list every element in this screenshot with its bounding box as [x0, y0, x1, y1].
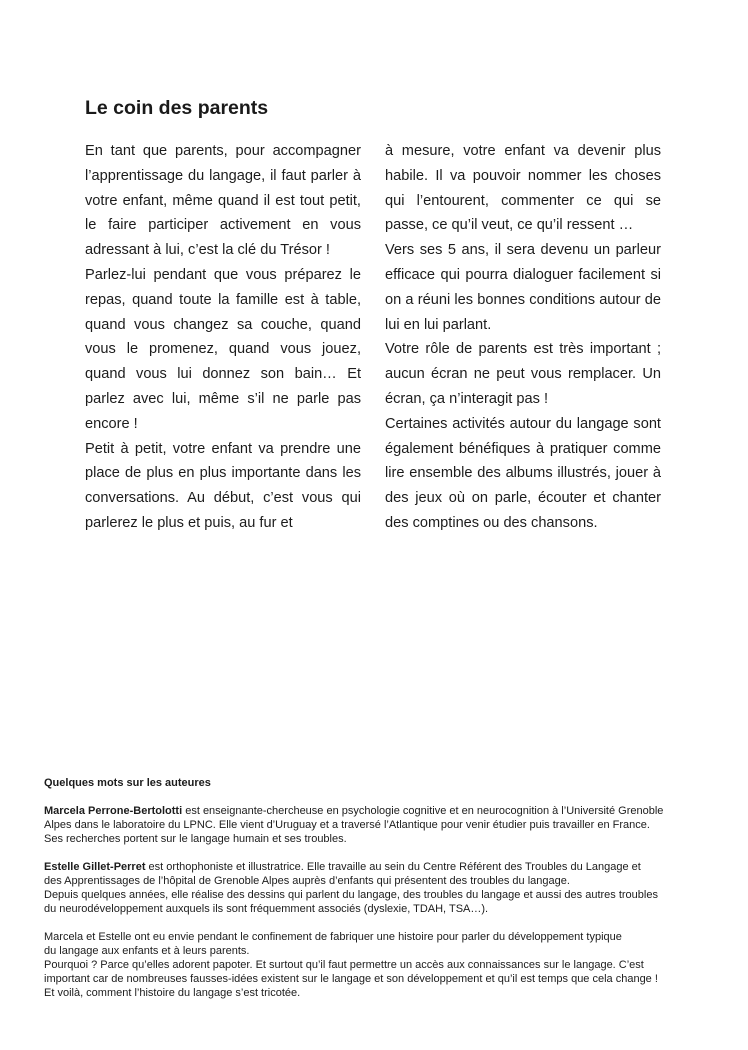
- paragraph-continuation: à mesure, votre enfant va devenir plus habile. Il va pouvoir nommer les choses qui l’entourent, commenter ce qui se passe, ce qu’il veut, ce qu’il ressent …: [385, 143, 661, 234]
- paragraph-conversations: Petit à petit, votre enfant va prendre une place de plus en plus importante dans les conversations. Au début, c’est vous qui parlerez le plus et puis, au fur et: [85, 440, 361, 531]
- closing-text: Et voilà, comment l’histoire du langage s’est tricotée.: [44, 987, 301, 999]
- closing-text: Pourquoi ? Parce qu’elles adorent papoter. Et surtout qu’il faut permettre un accès aux connaissances sur le langage. C’est: [44, 959, 644, 971]
- paragraph-five-years: Vers ses 5 ans, il sera devenu un parleur efficace qui pourra dialoguer facilement si on a réuni les bonnes conditions autour de lui en lui parlant.: [385, 242, 661, 333]
- author-bio-marcela: [44, 804, 714, 846]
- author-name-estelle: Estelle Gillet-Perret: [44, 861, 146, 873]
- closing-text: du langage aux enfants et à leurs parents.: [44, 945, 250, 957]
- bio-text: Ses recherches portent sur le langage humain et ses troubles.: [44, 833, 347, 845]
- authors-closing: [44, 930, 714, 1000]
- paragraph-activities: Certaines activités autour du langage sont également bénéfiques à pratiquer comme lire ensemble des albums illustrés, jouer à des jeux où on parle, écouter et chanter des comptines ou des chansons.: [385, 415, 661, 531]
- left-column: [85, 139, 361, 536]
- closing-text: important car de nombreuses fausses-idées existent sur le langage et son développement et qu’il est temps que cela change !: [44, 973, 658, 985]
- section-title: Le coin des parents: [85, 97, 269, 119]
- authors-heading: Quelques mots sur les auteures: [44, 777, 211, 789]
- author-bio-estelle: [44, 860, 714, 916]
- bio-text: des Apprentissages de l’hôpital de Grenoble Alpes auprès d’enfants qui présentent des troubles du langage.: [44, 875, 570, 887]
- closing-text: Marcela et Estelle ont eu envie pendant le confinement de fabriquer une histoire pour parler du développement typique: [44, 931, 622, 943]
- bio-text: du neurodéveloppement auxquels ils sont fréquemment associés (dyslexie, TDAH, TSA…).: [44, 903, 489, 915]
- author-name-marcela: Marcela Perrone-Bertolotti: [44, 805, 183, 817]
- right-column: [385, 139, 661, 536]
- bio-text: est enseignante-chercheuse en psychologie cognitive et en neurocognition à l’Université Grenoble: [182, 805, 664, 817]
- paragraph-screens: Votre rôle de parents est très important ; aucun écran ne peut vous remplacer. Un écran, ça n’interagit pas !: [385, 341, 661, 407]
- bio-text: Depuis quelques années, elle réalise des dessins qui parlent du langage, des troubles du langage et aussi des autres troubles: [44, 889, 658, 901]
- paragraph-daily-moments: Parlez-lui pendant que vous préparez le repas, quand toute la famille est à table, quand vous changez sa couche, quand vous le promenez, quand vous jouez, quand vous lui donnez son bain… Et parlez avec lui, même s’il ne parle pas encore !: [85, 266, 361, 432]
- authors-section: [44, 776, 714, 1000]
- paragraph-intro: En tant que parents, pour accompagner l’apprentissage du langage, il faut parler à votre enfant, même quand il est tout petit, le faire participer activement en vous adressant à lui, c’est la clé du Trésor !: [85, 143, 361, 259]
- bio-text: Alpes dans le laboratoire du LPNC. Elle vient d’Uruguay et a traversé l’Atlantique pour venir étudier puis travailler en France.: [44, 819, 650, 831]
- bio-text: est orthophoniste et illustratrice. Elle travaille au sein du Centre Référent des Troubles du Langage et: [145, 861, 641, 873]
